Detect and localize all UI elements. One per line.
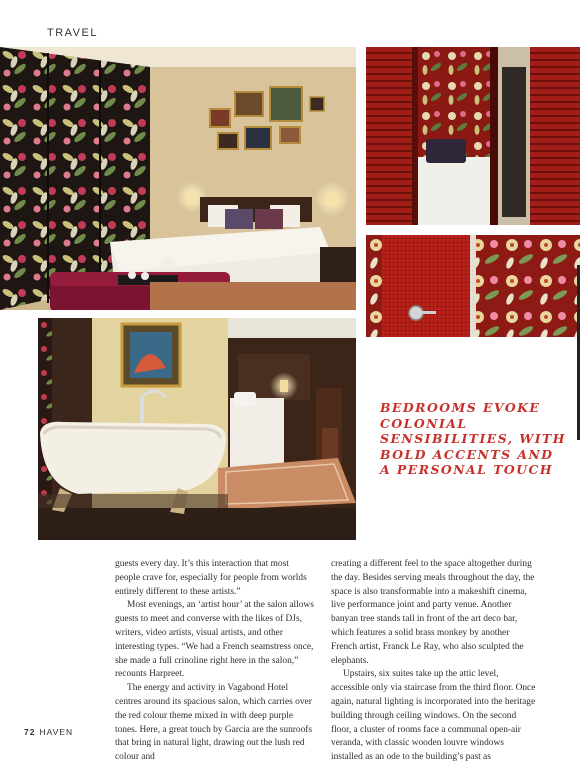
photo-bedroom [0, 47, 356, 310]
photo-shower [366, 235, 580, 337]
page-number: 72 [24, 727, 36, 737]
photo-shutters [366, 47, 580, 225]
paragraph: creating a different feel to the space altogether during the day. Besides serving meals throughout the day, the space is also transformable into a makeshift cinema, live performance joint and party venue. Another banyan tree stands tall in front of the art deco bar, which features a solid brass monkey by another French artist, Franck Le Ray, who also sculpted the elephants. [331, 559, 535, 666]
pull-quote: BEDROOMS EVOKE COLONIAL SENSIBILITIES, WITH BOLD ACCENTS AND A PERSONAL TOUCH [380, 400, 566, 477]
paragraph: guests every day. It’s this interaction that most people crave for, especially for people from worlds entirely different to these artists.” [115, 559, 307, 597]
article-column-right [331, 558, 536, 765]
article-column-left [115, 558, 315, 765]
page-folio [24, 727, 73, 737]
photo-bath [38, 318, 356, 540]
paragraph: Most evenings, an ‘artist hour’ at the salon allows guests to meet and converse with the likes of DJs, writers, video artists, visual artists, and other interesting types. “We had a French seamstress once, she made a full crinoline right here in the salon,” recounts Harpreet. [115, 600, 314, 680]
paragraph: Upstairs, six suites take up the attic level, accessible only via staircase from the third floor. Once again, natural lighting is incorporated into the heritage building through ceiling windows. On the second floor, a cluster of rooms face a communal open-air veranda, with classic wooden louvre windows installed as an ode to the building’s past as [331, 669, 536, 763]
paragraph: The energy and activity in Vagabond Hotel centres around its spacious salon, which carries over the red colour theme mixed in with deep purple tones. Here, a great touch by Garcia are the sunroofs that bring in natural light, drawing out the lush red colour and [115, 683, 313, 763]
magazine-name: HAVEN [39, 727, 74, 737]
section-label: TRAVEL [47, 27, 98, 39]
